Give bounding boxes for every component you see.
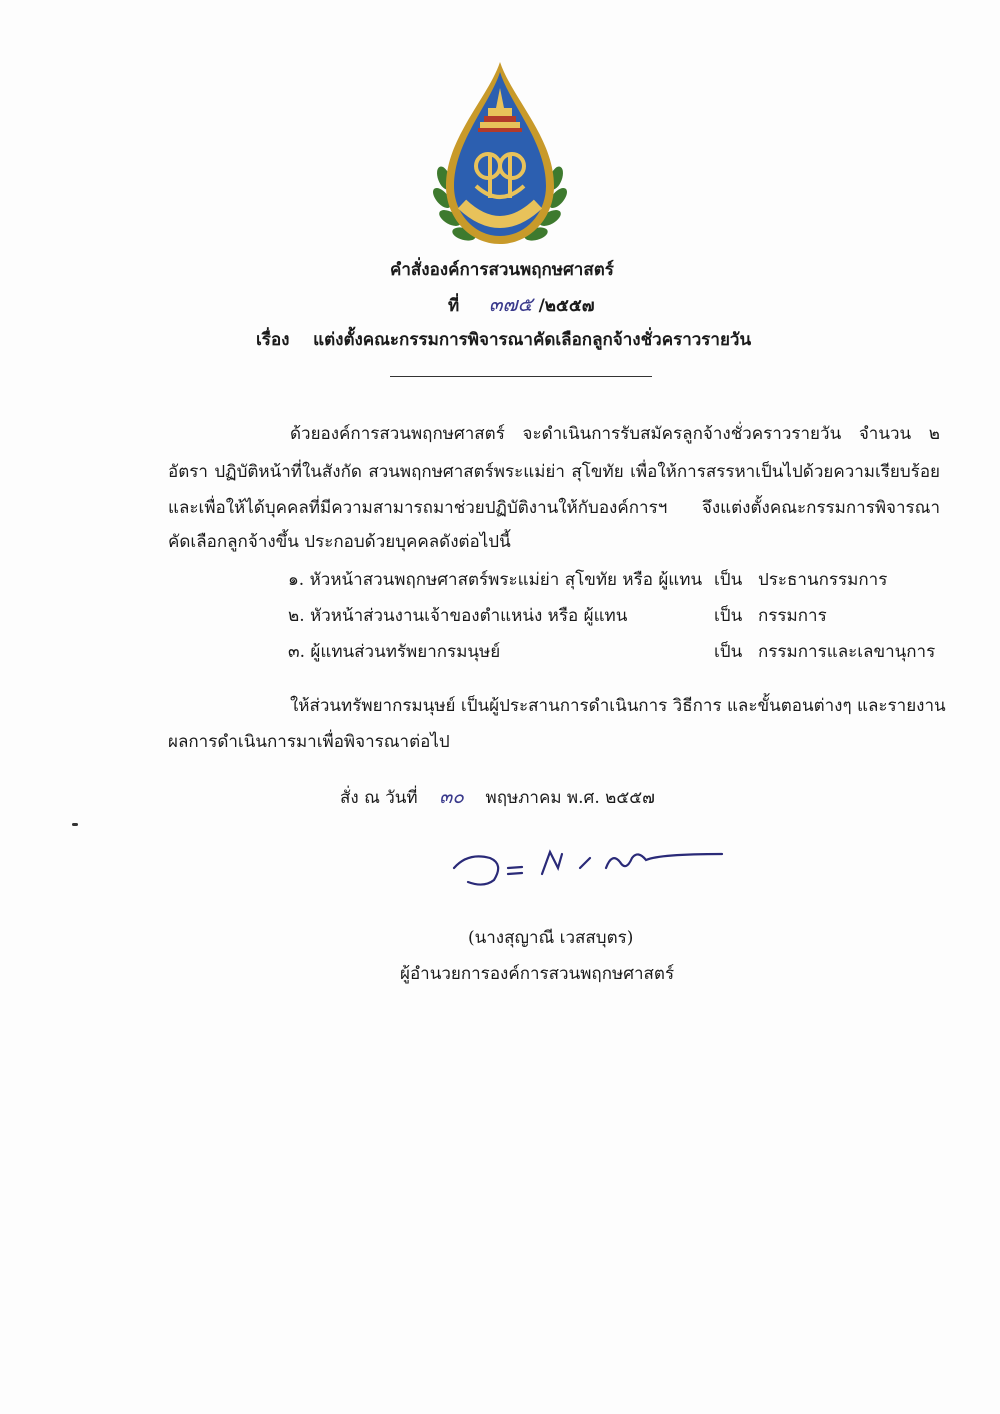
member-2-as: เป็น (714, 606, 743, 626)
member-3-name: ๓. ผู้แทนส่วนทรัพยากรมนุษย์ (288, 642, 501, 662)
member-2-role: กรรมการ (758, 606, 827, 626)
member-1-name: ๑. หัวหน้าสวนพฤกษศาสตร์พระแม่ย่า สุโขทัย หรือ ผู้แทน (288, 570, 703, 590)
subject-text: แต่งตั้งคณะกรรมการพิจารณาคัดเลือกลูกจ้างชั่วคราวรายวัน (313, 330, 752, 350)
member-2-name: ๒. หัวหน้าส่วนงานเจ้าของตำแหน่ง หรือ ผู้แทน (288, 606, 628, 626)
date-day-handwritten: ๓๐ (439, 786, 464, 808)
member-1-role: ประธานกรรมการ (758, 570, 888, 590)
subject-label: เรื่อง (256, 330, 290, 350)
paragraph-1-line-2: อัตรา ปฏิบัติหน้าที่ในสังกัด สวนพฤกษศาสตร์พระแม่ย่า สุโขทัย เพื่อให้การสรรหาเป็นไปด้วยความเรียบร้อย (168, 462, 940, 482)
emblem-logo (430, 58, 570, 258)
order-number (448, 288, 595, 320)
member-1-as: เป็น (714, 570, 743, 590)
scan-speck (72, 823, 78, 826)
paragraph-1-line-1: ด้วยองค์การสวนพฤกษศาสตร์ จะดำเนินการรับสมัครลูกจ้างชั่วคราวรายวัน จำนวน ๒ (290, 424, 940, 444)
order-title: คำสั่งองค์การสวนพฤกษศาสตร์ (390, 260, 614, 280)
order-number-handwritten: ๓๗๕ (488, 292, 533, 316)
order-date (340, 782, 655, 812)
date-rest: พฤษภาคม พ.ศ. ๒๕๕๗ (485, 788, 655, 808)
signatory-name: (นางสุญาณี เวสสบุตร) (468, 928, 634, 948)
date-prefix: สั่ง ณ วันที่ (340, 788, 418, 808)
member-3-role: กรรมการและเลขานุการ (758, 642, 936, 662)
paragraph-1-line-4: คัดเลือกลูกจ้างขึ้น ประกอบด้วยบุคคลดังต่อไปนี้ (168, 532, 511, 552)
paragraph-1-line-3: และเพื่อให้ได้บุคคลที่มีความสามารถมาช่วยปฏิบัติงานให้กับองค์การฯ จึงแต่งตั้งคณะกรรมการพิจารณา (168, 498, 940, 518)
paragraph-2-line-1: ให้ส่วนทรัพยากรมนุษย์ เป็นผู้ประสานการดำเนินการ วิธีการ และขั้นตอนต่างๆ และรายงาน (290, 696, 946, 716)
signatory-position: ผู้อำนวยการองค์การสวนพฤกษศาสตร์ (400, 964, 675, 984)
member-3-as: เป็น (714, 642, 743, 662)
order-number-year: /๒๕๕๗ (538, 296, 595, 316)
handwritten-signature (450, 838, 730, 888)
number-label: ที่ (448, 296, 460, 316)
paragraph-2-line-2: ผลการดำเนินการมาเพื่อพิจารณาต่อไป (168, 732, 450, 752)
header-divider (390, 376, 652, 377)
order-subject (256, 326, 751, 353)
